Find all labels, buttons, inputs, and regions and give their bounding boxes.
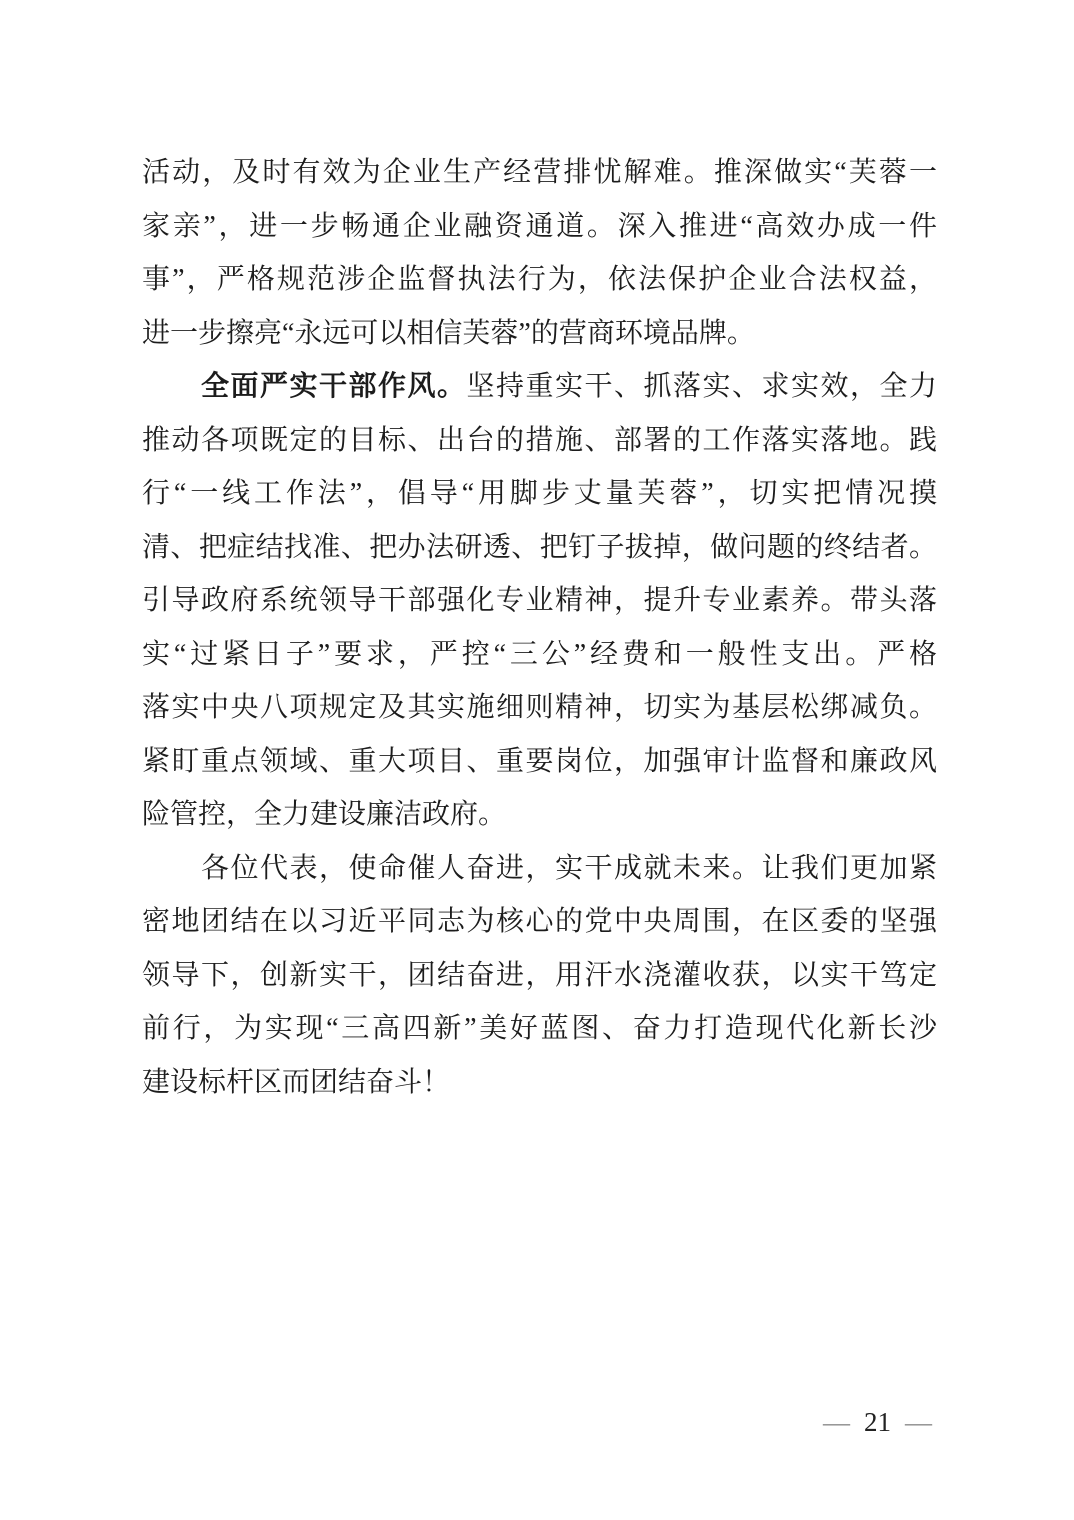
page-footer xyxy=(823,1402,932,1442)
text-line: 落实中央八项规定及其实施细则精神，切实为基层松绑减负。 xyxy=(142,692,937,723)
page-number-dash-right: — xyxy=(905,1407,932,1437)
text-line: 前行，为实现“三高四新”美好蓝图、奋力打造现代化新长沙 xyxy=(142,1013,937,1044)
text-line: 领导下，创新实干，团结奋进，用汗水浇灌收获，以实干笃定 xyxy=(142,959,937,991)
text-line: 全面严实干部作风。坚持重实干、抓落实、求实效，全力 xyxy=(201,371,937,402)
page-number-dash-left: — xyxy=(823,1407,850,1437)
text-line: 行“一线工作法”，倡导“用脚步丈量芙蓉”，切实把情况摸 xyxy=(142,478,937,509)
text-line: 各位代表，使命催人奋进，实干成就未来。让我们更加紧 xyxy=(201,852,937,884)
text-line: 险管控，全力建设廉洁政府。 xyxy=(142,799,507,830)
text-line: 推动各项既定的目标、出台的措施、部署的工作落实落地。践 xyxy=(142,424,937,456)
text-line: 引导政府系统领导干部强化专业精神，提升专业素养。带头落 xyxy=(142,585,937,616)
document-body xyxy=(142,146,937,1109)
text-line: 家亲”，进一步畅通企业融资通道。深入推进“高效办成一件 xyxy=(142,210,937,242)
text-line: 进一步擦亮“永远可以相信芙蓉”的营商环境品牌。 xyxy=(142,317,755,349)
text-line: 事”，严格规范涉企监督执法行为，依法保护企业合法权益， xyxy=(142,264,937,295)
text-line: 密地团结在以习近平同志为核心的党中央周围，在区委的坚强 xyxy=(142,906,937,937)
text-line: 建设标杆区而团结奋斗！ xyxy=(142,1066,451,1098)
page-number: 21 xyxy=(864,1407,891,1437)
paragraph-bold-lead: 全面严实干部作风。 xyxy=(201,371,467,402)
text-line: 清、把症结找准、把办法研透、把钉子拔掉，做问题的终结者。 xyxy=(142,531,937,563)
text-line: 紧盯重点领域、重大项目、重要岗位，加强审计监督和廉政风 xyxy=(142,745,937,777)
text-line: 实“过紧日子”要求，严控“三公”经费和一般性支出。严格 xyxy=(142,638,937,670)
text-line: 活动，及时有效为企业生产经营排忧解难。推深做实“芙蓉一 xyxy=(142,157,937,188)
